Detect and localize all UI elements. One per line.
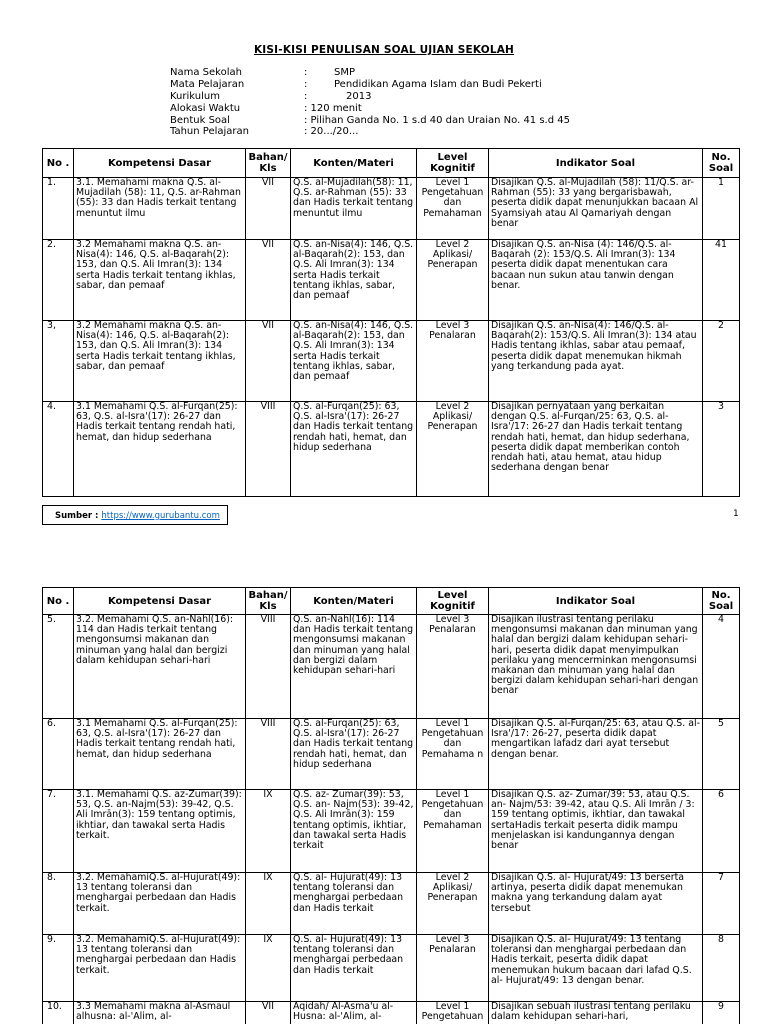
cell-level-kognitif: Level 2 Aplikasi/ Penerapan (417, 873, 489, 935)
source-label: Sumber : (55, 511, 102, 521)
cell-konten-materi: Q.S. al- Hujurat(49): 13 tentang toleransi dan menghargai perbedaan dan Hadis terkait (291, 935, 417, 1002)
cell-level-kognitif: Level 1 Pengetahuan dan Pemahaman (417, 178, 489, 240)
cell-level-kognitif: Level 3 Penalaran (417, 935, 489, 1002)
cell-no: 9. (43, 935, 74, 1002)
document-title: KISI-KISI PENULISAN SOAL UJIAN SEKOLAH (253, 44, 515, 56)
cell-konten-materi: Q.S. al-Furqan(25): 63, Q.S. al-Isra'(17): 26-27 dan Hadis terkait tentang rendah hati, hemat, dan hidup sederhana (291, 402, 417, 497)
cell-konten-materi: Q.S. al-Furqan(25): 63, Q.S. al-Isra'(17): 26-27 dan Hadis terkait tentang rendah hati, hemat, dan hidup sederhana (291, 719, 417, 790)
header-no-soal: No. Soal (703, 588, 740, 615)
page-number: 1 (733, 509, 739, 519)
cell-no: 4. (43, 402, 74, 497)
meta-value: SMP (334, 67, 356, 78)
cell-bahan-kls: VII (246, 178, 291, 240)
header-indikator-soal: Indikator Soal (489, 588, 703, 615)
meta-colon: : (304, 78, 308, 90)
cell-indikator-soal: Disajikan sebuah ilustrasi tentang perilaku dalam kehidupan sehari-hari, (489, 1002, 703, 1024)
cell-indikator-soal: Disajikan Q.S. al- Hujurat/49: 13 berserta artinya, peserta didik dapat menemukan makna yang terkandung dalam ayat tersebut (489, 873, 703, 935)
meta-label: Kurikulum (170, 90, 220, 102)
cell-no: 2. (43, 240, 74, 321)
cell-level-kognitif: Level 3 Penalaran (417, 615, 489, 719)
cell-level-kognitif: Level 1 Pengetahuan dan Pemahama n (417, 719, 489, 790)
source-link[interactable]: https://www.gurubantu.com (101, 511, 220, 521)
cell-no-soal: 8 (703, 935, 740, 1002)
cell-konten-materi: Q.S. al-Mujadilah(58): 11, Q.S. ar-Rahman (55): 33 dan Hadis terkait tentang menuntut ilmu (291, 178, 417, 240)
cell-no-soal: 5 (703, 719, 740, 790)
document-page-2 (0, 585, 768, 1024)
cell-bahan-kls: VII (246, 321, 291, 402)
table-row (43, 790, 740, 873)
meta-row (170, 91, 570, 103)
cell-no-soal: 6 (703, 790, 740, 873)
cell-level-kognitif: Level 1 Pengetahuan (417, 1002, 489, 1024)
cell-indikator-soal: Disajikan Q.S. az- Zumar/39: 53, atau Q.S. an- Najm/53: 39-42, atau Q.S. Ali Imrān / 3: 159 tentang optimis, ikhtiar, dan tawakal sertaHadis terkait peserta didik mampu menjelaskan isi kandungannya dengan benar (489, 790, 703, 873)
table-row (43, 873, 740, 935)
cell-kompetensi-dasar: 3.1 Memahami Q.S. al-Furqan(25): 63, Q.S. al-Isra'(17): 26-27 dan Hadis terkait tentang rendah hati, hemat, dan hidup sederhana (74, 402, 246, 497)
meta-value: : Pilihan Ganda No. 1 s.d 40 dan Uraian No. 41 s.d 45 (304, 114, 570, 126)
cell-bahan-kls: VIII (246, 615, 291, 719)
meta-value: Pendidikan Agama Islam dan Budi Pekerti (334, 78, 542, 90)
cell-no: 3, (43, 321, 74, 402)
cell-bahan-kls: VII (246, 240, 291, 321)
cell-konten-materi: Q.S. an-Nisa(4): 146, Q.S. al-Baqarah(2): 153, dan Q.S. Ali Imran(3): 134 serta Hadis terkait tentang ikhlas, sabar, dan pemaaf (291, 321, 417, 402)
cell-bahan-kls: VIII (246, 402, 291, 497)
cell-bahan-kls: IX (246, 873, 291, 935)
cell-no: 1. (43, 178, 74, 240)
meta-row (170, 103, 570, 115)
cell-no-soal: 9 (703, 1002, 740, 1024)
page-gap (0, 535, 768, 585)
cell-level-kognitif: Level 2 Aplikasi/ Penerapan (417, 240, 489, 321)
meta-label: Bentuk Soal (170, 114, 230, 126)
cell-kompetensi-dasar: 3.1. Memahami Q.S. az-Zumar(39): 53, Q.S. an-Najm(53): 39-42, Q.S. Ali Imrān(3): 159 tentang optimis, ikhtiar, dan tawakal serta Hadis terkait. (74, 790, 246, 873)
source-box (42, 505, 228, 525)
cell-indikator-soal: Disajikan Q.S. an-Nisa (4): 146/Q.S. al-Baqarah (2): 153/Q.S. Ali Imran(3): 134 peserta didik dapat menentukan cara bacaan nun sukun atau tanwin dengan benar. (489, 240, 703, 321)
cell-no: 7. (43, 790, 74, 873)
cell-konten-materi: Q.S. az- Zumar(39): 53, Q.S. an- Najm(53): 39-42, Q.S. Ali Imrān(3): 159 tentang optimis, ikhtiar, dan tawakal serta Hadis terkait (291, 790, 417, 873)
header-konten-materi: Konten/Materi (291, 149, 417, 178)
meta-row (170, 115, 570, 127)
header-level-kognitif: Level Kognitif (417, 588, 489, 615)
header-bahan-kls: Bahan/ Kls (246, 149, 291, 178)
cell-kompetensi-dasar: 3.1. Memahami makna Q.S. al-Mujadilah (58): 11, Q.S. ar-Rahman (55): 33 dan Hadis terkait tentang menuntut ilmu (74, 178, 246, 240)
header-level-kognitif: Level Kognitif (417, 149, 489, 178)
meta-value: 2013 (346, 90, 372, 102)
header-bahan-kls: Bahan/ Kls (246, 588, 291, 615)
cell-no-soal: 4 (703, 615, 740, 719)
header-no-soal: No. Soal (703, 149, 740, 178)
cell-indikator-soal: Disajikan Q.S. an-Nisa(4): 146/Q.S. al-Baqarah(2): 153/Q.S. Ali Imran(3): 134 atau Hadis tentang ikhlas, sabar atau pemaaf, peserta didik dapat menemukan hikmah yang terkandung pada ayat. (489, 321, 703, 402)
cell-no: 6. (43, 719, 74, 790)
meta-row (170, 67, 570, 79)
cell-no-soal: 41 (703, 240, 740, 321)
header-no: No . (43, 588, 74, 615)
kisi-table-page-2 (42, 587, 740, 1024)
kisi-table-page-1 (42, 148, 740, 497)
cell-bahan-kls: IX (246, 935, 291, 1002)
cell-level-kognitif: Level 3 Penalaran (417, 321, 489, 402)
cell-no-soal: 2 (703, 321, 740, 402)
meta-colon: : (304, 90, 308, 102)
cell-no-soal: 3 (703, 402, 740, 497)
table-header-row (43, 588, 740, 615)
cell-kompetensi-dasar: 3.2. MemahamiQ.S. al-Hujurat(49): 13 tentang toleransi dan menghargai perbedaan dan Hadis terkait. (74, 873, 246, 935)
table-row (43, 935, 740, 1002)
table-row (43, 321, 740, 402)
cell-kompetensi-dasar: 3.1 Memahami Q.S. al-Furqan(25): 63, Q.S. al-Isra'(17): 26-27 dan Hadis terkait tentang rendah hati, hemat, dan hidup sederhana (74, 719, 246, 790)
cell-level-kognitif: Level 1 Pengetahuan dan Pemahaman (417, 790, 489, 873)
cell-indikator-soal: Disajikan pernyataan yang berkaitan dengan Q.S. al-Furqan/25: 63, Q.S. al-Isra'/17: 26-27 dan Hadis terkait tentang rendah hati, hemat, dan hidup sederhana, peserta didik dapat memberikan contoh rendah hati, atau hemat, atau hidup sederhana dengan benar (489, 402, 703, 497)
cell-konten-materi: Q.S. an-Nahl(16): 114 dan Hadis terkait tentang mengonsumsi makanan dan minuman yang halal dan bergizi dalam kehidupan sehari-hari (291, 615, 417, 719)
table-body-page-1 (43, 178, 740, 497)
cell-kompetensi-dasar: 3.2. MemahamiQ.S. al-Hujurat(49): 13 tentang toleransi dan menghargai perbedaan dan Hadis terkait. (74, 935, 246, 1002)
cell-konten-materi: Q.S. an-Nisa(4): 146, Q.S. al-Baqarah(2): 153, dan Q.S. Ali Imran(3): 134 serta Hadis terkait tentang ikhlas, sabar, dan pemaaf (291, 240, 417, 321)
cell-kompetensi-dasar: 3.3 Memahami makna al-Asmaul alhusna: al-'Alim, al- (74, 1002, 246, 1024)
meta-value: : 120 menit (304, 102, 362, 114)
cell-konten-materi: Aqidah/ Al-Asma'u al-Husna: al-'Alim, al- (291, 1002, 417, 1024)
cell-konten-materi: Q.S. al- Hujurat(49): 13 tentang toleransi dan menghargai perbedaan dan Hadis terkait (291, 873, 417, 935)
header-indikator-soal: Indikator Soal (489, 149, 703, 178)
cell-kompetensi-dasar: 3.2. Memahami Q.S. an-Nahl(16): 114 dan Hadis terkait tentang mengonsumsi makanan dan minuman yang halal dan bergizi dalam kehidupan sehari-hari (74, 615, 246, 719)
table-header-row (43, 149, 740, 178)
cell-bahan-kls: IX (246, 790, 291, 873)
cell-kompetensi-dasar: 3.2 Memahami makna Q.S. an-Nisa(4): 146, Q.S. al-Baqarah(2): 153, dan Q.S. Ali Imran(3): 134 serta Hadis terkait tentang ikhlas, sabar, dan pemaaf (74, 240, 246, 321)
document-meta (170, 67, 570, 138)
meta-label: Tahun Pelajaran (170, 126, 249, 138)
meta-label: Alokasi Waktu (170, 102, 241, 114)
table-row (43, 240, 740, 321)
meta-colon: : (304, 67, 308, 78)
cell-kompetensi-dasar: 3.2 Memahami makna Q.S. an-Nisa(4): 146, Q.S. al-Baqarah(2): 153, dan Q.S. Ali Imran(3): 134 serta Hadis terkait tentang ikhlas, sabar, dan pemaaf (74, 321, 246, 402)
header-kompetensi-dasar: Kompetensi Dasar (74, 588, 246, 615)
meta-value: : 20.../20... (304, 126, 359, 138)
cell-bahan-kls: VIII (246, 719, 291, 790)
header-no: No . (43, 149, 74, 178)
cell-indikator-soal: Disajikan Q.S. al-Mujadilah (58): 11/Q.S. ar-Rahman (55): 33 yang bergarisbawah, peserta didik dapat menunjukkan bacaan Al Syamsiyah atau Al Qamariyah dengan benar (489, 178, 703, 240)
table-body-page-2 (43, 615, 740, 1024)
header-konten-materi: Konten/Materi (291, 588, 417, 615)
cell-no-soal: 7 (703, 873, 740, 935)
cell-indikator-soal: Disajikan ilustrasi tentang perilaku mengonsumsi makanan dan minuman yang halal dan bergizi dalam kehidupan sehari-hari, peserta didik dapat menyimpulkan perilaku yang mencerminkan mengonsumsi makanan dan minuman yang halal dan bergizi dalam kehidupan sehari-hari dengan benar (489, 615, 703, 719)
meta-label: Mata Pelajaran (170, 78, 245, 90)
table-row (43, 178, 740, 240)
table-row (43, 402, 740, 497)
cell-no: 10. (43, 1002, 74, 1024)
header-kompetensi-dasar: Kompetensi Dasar (74, 149, 246, 178)
meta-label: Nama Sekolah (170, 67, 242, 78)
table-row (43, 615, 740, 719)
table-row (43, 1002, 740, 1024)
cell-no-soal: 1 (703, 178, 740, 240)
cell-indikator-soal: Disajikan Q.S. al-Furqan/25: 63, atau Q.S. al-Isra'/17: 26-27, peserta didik dapat mengartikan lafadz dari ayat tersebut dengan benar. (489, 719, 703, 790)
cell-bahan-kls: VII (246, 1002, 291, 1024)
cell-level-kognitif: Level 2 Aplikasi/ Penerapan (417, 402, 489, 497)
table-row (43, 719, 740, 790)
cell-indikator-soal: Disajikan Q.S. al- Hujurat/49: 13 tentang toleransi dan menghargai perbedaan dan Hadis terkait, peserta didik dapat menemukan hukum bacaan dari lafad Q.S. al- Hujurat/49: 13 dengan benar. (489, 935, 703, 1002)
cell-no: 8. (43, 873, 74, 935)
meta-row (170, 79, 570, 91)
cell-no: 5. (43, 615, 74, 719)
meta-row (170, 126, 570, 138)
